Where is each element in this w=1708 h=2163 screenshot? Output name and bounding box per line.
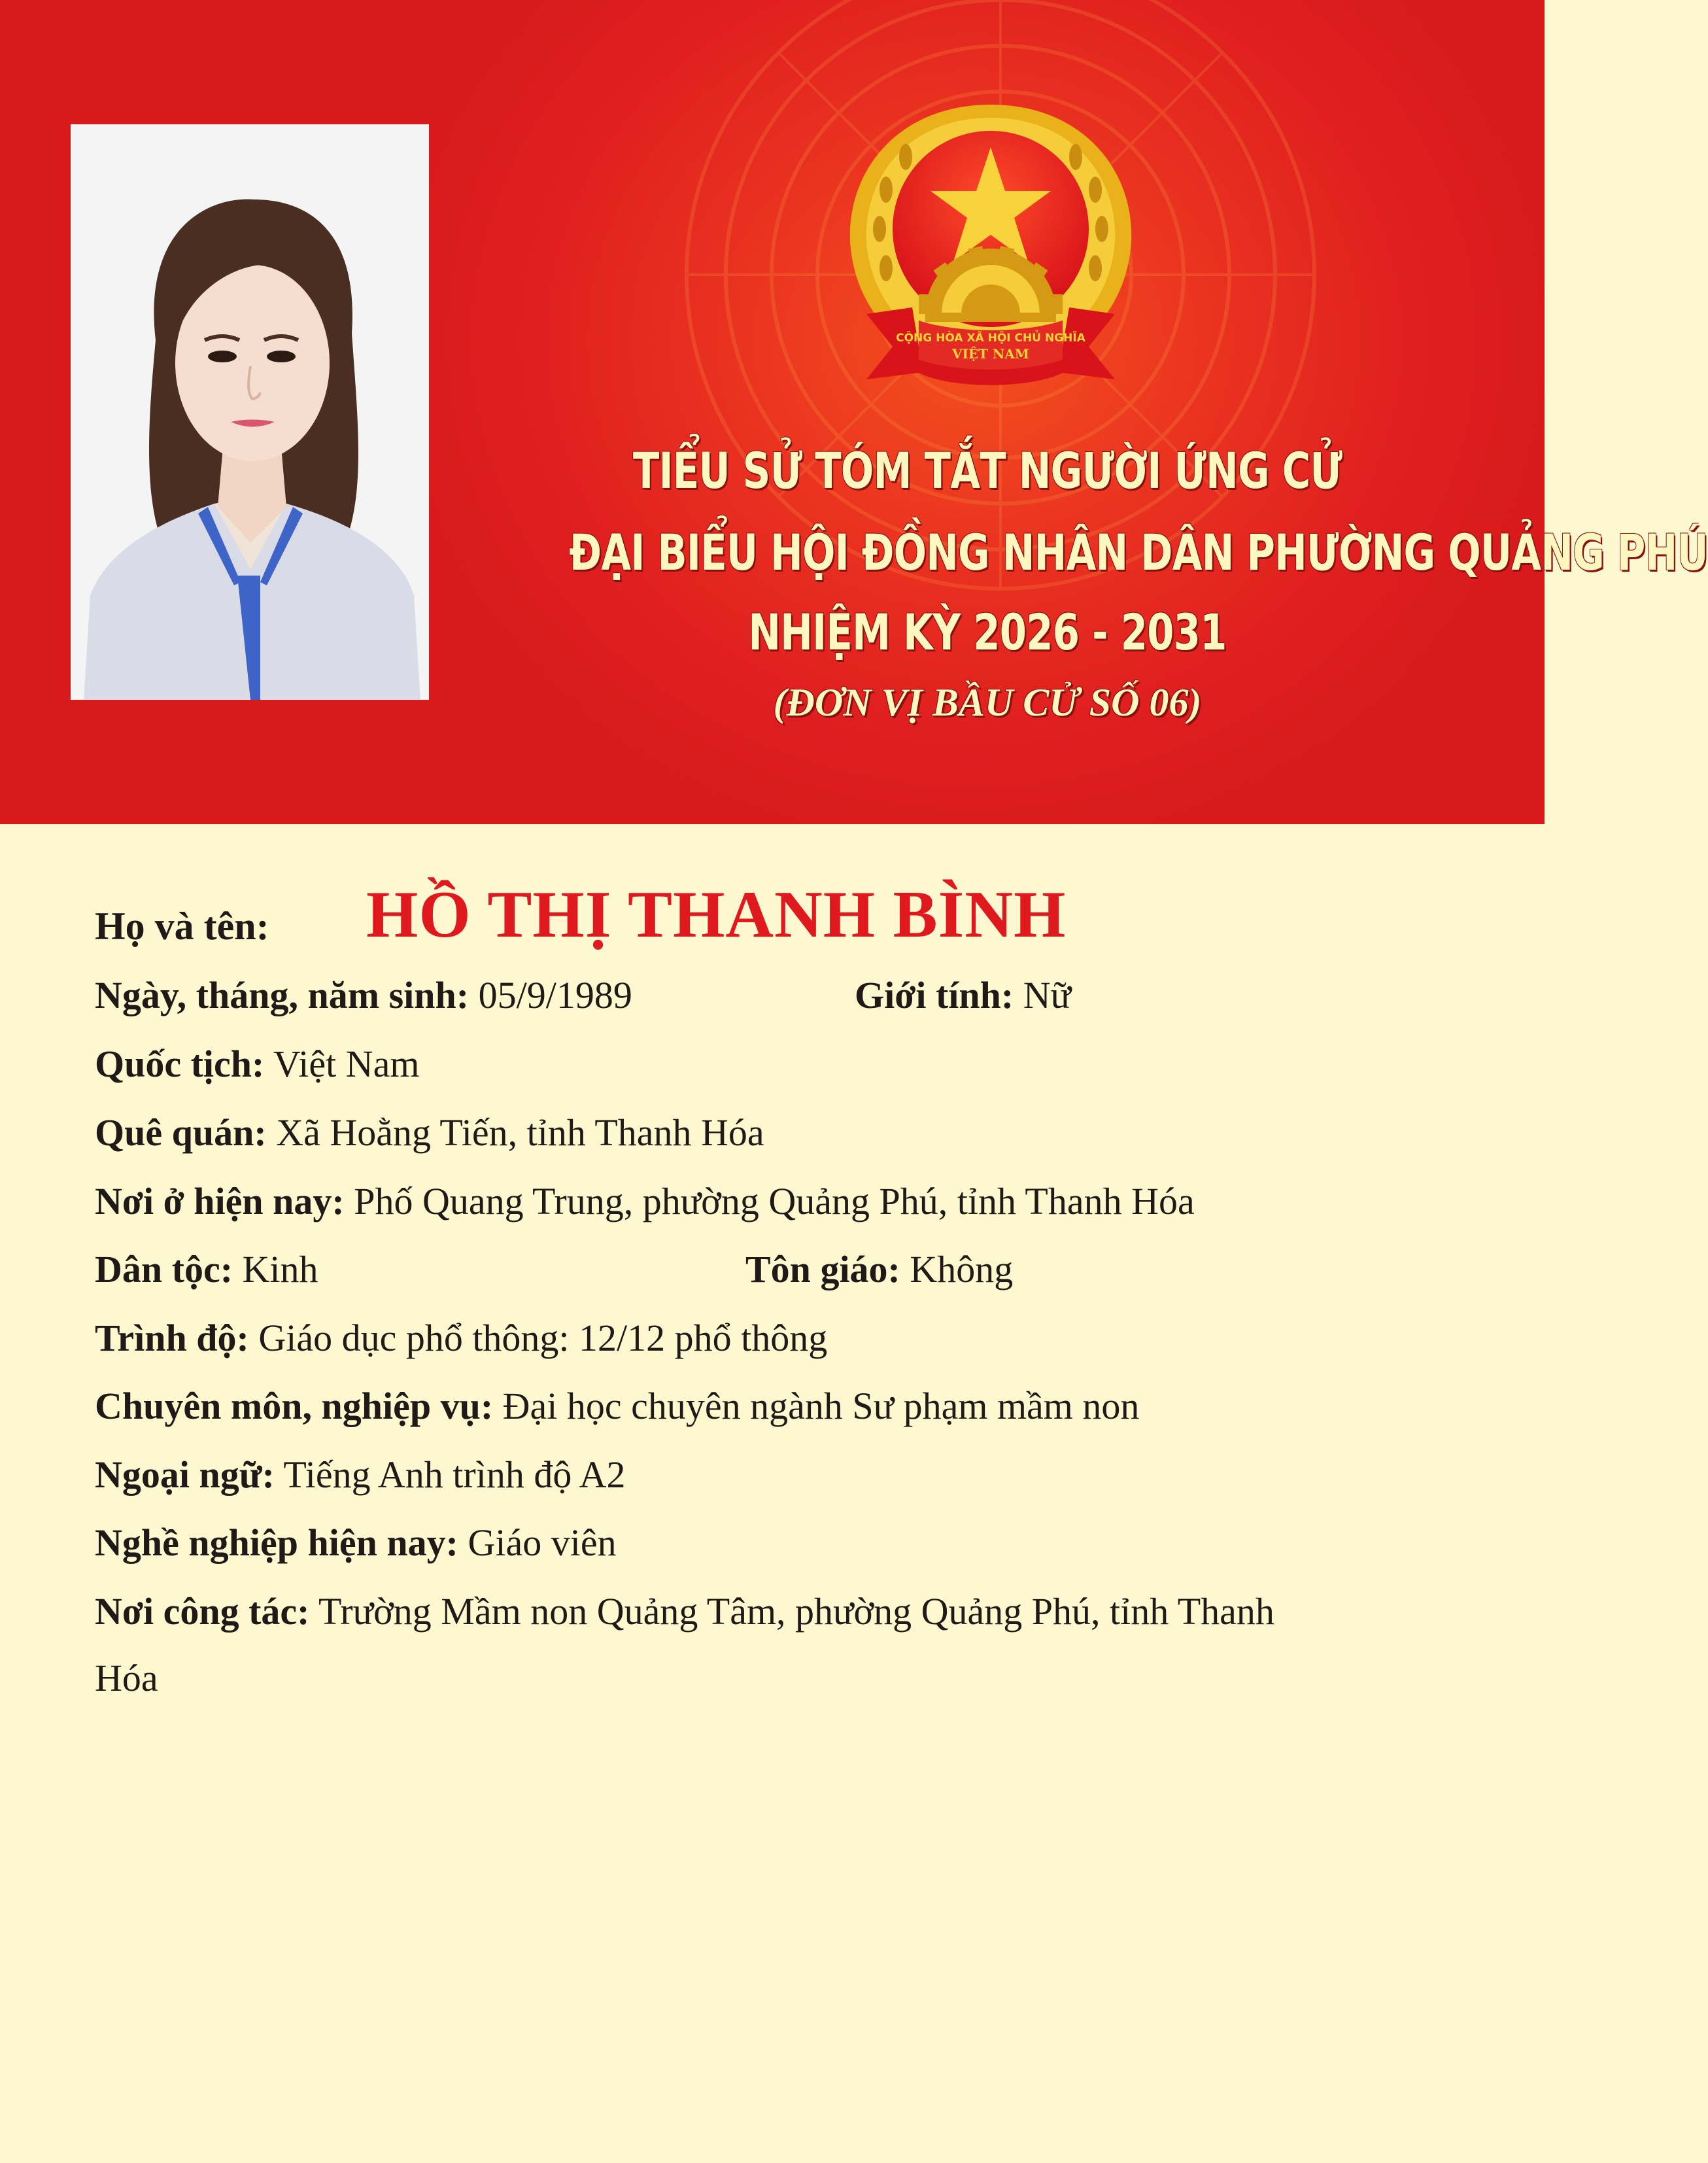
- workplace-value: Trường Mầm non Quảng Tâm, phường Quảng Phú, tỉnh Thanh: [318, 1590, 1274, 1633]
- ethnicity-row: [95, 1247, 318, 1291]
- education-value: Giáo dục phổ thông: 12/12 phổ thông: [258, 1317, 828, 1359]
- occupation-row: [95, 1521, 617, 1565]
- ethnicity-label: Dân tộc:: [95, 1248, 233, 1290]
- language-value: Tiếng Anh trình độ A2: [283, 1453, 626, 1496]
- candidate-name: HỒ THỊ THANH BÌNH: [366, 878, 1067, 952]
- occupation-label: Nghề nghiệp hiện nay:: [95, 1521, 458, 1564]
- gender-value: Nữ: [1023, 974, 1072, 1016]
- dob-row: [95, 973, 632, 1017]
- nationality-label: Quốc tịch:: [95, 1043, 265, 1085]
- national-emblem-icon: [821, 98, 1161, 412]
- profession-value: Đại học chuyên ngành Sư phạm mầm non: [502, 1385, 1140, 1427]
- gender-label: Giới tính:: [855, 974, 1014, 1016]
- svg-text:VIỆT NAM: VIỆT NAM: [952, 346, 1029, 362]
- profession-label: Chuyên môn, nghiệp vụ:: [95, 1385, 494, 1427]
- title-line-2: ĐẠI BIỂU HỘI ĐỒNG NHÂN DÂN PHƯỜNG QUẢNG PHÚ: [569, 523, 1708, 581]
- gender-row: [855, 973, 1071, 1017]
- education-row: [95, 1316, 827, 1360]
- title-line-3: NHIỆM KỲ 2026 - 2031: [748, 603, 1227, 661]
- dob-label: Ngày, tháng, năm sinh:: [95, 974, 470, 1016]
- hometown-row: [95, 1111, 764, 1154]
- religion-value: Không: [910, 1248, 1014, 1290]
- occupation-value: Giáo viên: [468, 1521, 617, 1564]
- nationality-row: [95, 1042, 419, 1086]
- workplace-label: Nơi công tác:: [95, 1590, 310, 1633]
- workplace-value-line2: Hóa: [95, 1657, 158, 1699]
- hometown-label: Quê quán:: [95, 1111, 267, 1154]
- header-banner: [0, 0, 1708, 824]
- electoral-unit-subtitle: (ĐƠN VỊ BẦU CỬ SỐ 06): [773, 681, 1202, 724]
- ethnicity-value: Kinh: [242, 1248, 318, 1290]
- education-label: Trình độ:: [95, 1317, 249, 1359]
- workplace-row: [95, 1589, 1274, 1633]
- svg-text:CỘNG HÒA XÃ HỘI CHỦ NGHĨA: CỘNG HÒA XÃ HỘI CHỦ NGHĨA: [896, 332, 1085, 345]
- dob-value: 05/9/1989: [478, 974, 632, 1016]
- workplace-row-continued: [95, 1656, 158, 1700]
- residence-label: Nơi ở hiện nay:: [95, 1180, 345, 1222]
- religion-label: Tôn giáo:: [745, 1248, 900, 1290]
- residence-row: [95, 1179, 1195, 1223]
- nationality-value: Việt Nam: [273, 1043, 420, 1085]
- hometown-value: Xã Hoằng Tiến, tỉnh Thanh Hóa: [276, 1111, 764, 1154]
- title-line-1: TIỂU SỬ TÓM TẮT NGƯỜI ỨNG CỬ: [632, 441, 1342, 500]
- language-row: [95, 1453, 626, 1497]
- religion-row: [745, 1247, 1013, 1291]
- name-label: Họ và tên:: [95, 905, 269, 948]
- language-label: Ngoại ngữ:: [95, 1453, 275, 1496]
- profession-row: [95, 1384, 1139, 1428]
- residence-value: Phố Quang Trung, phường Quảng Phú, tỉnh Thanh Hóa: [354, 1180, 1195, 1222]
- candidate-photo: [71, 124, 429, 700]
